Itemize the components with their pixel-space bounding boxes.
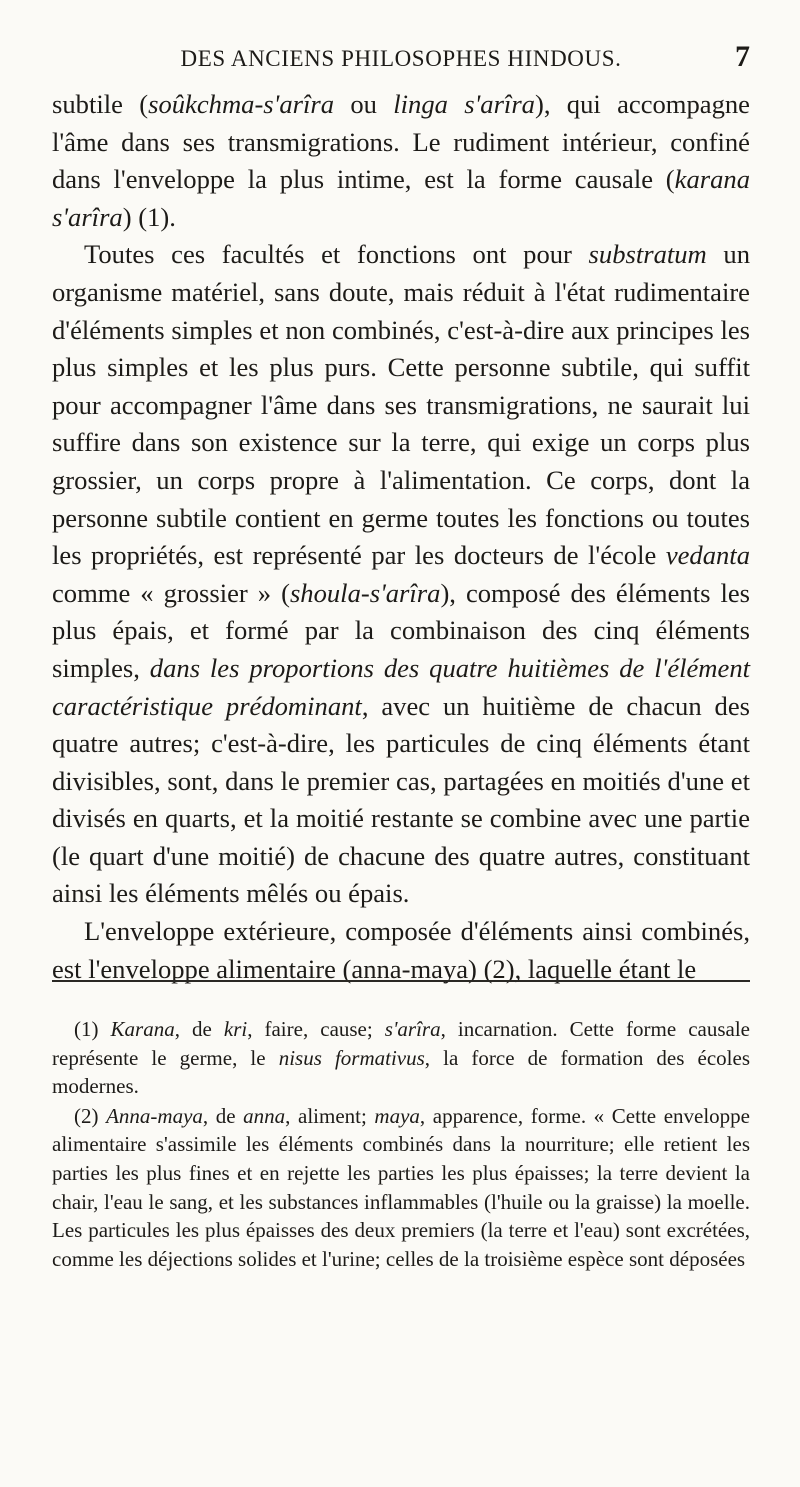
running-head — [52, 40, 750, 74]
italic-term: nisus formativus — [278, 1045, 425, 1070]
text-run: , de — [174, 1017, 224, 1041]
italic-term: anna — [243, 1103, 286, 1128]
text-run: , de — [202, 1103, 244, 1128]
text-run: Toutes ces facultés et fonctions ont pour — [84, 239, 589, 270]
text-run: ), composé des éléments les plus épais, et formé par la combinaison des cinq éléments simples, — [52, 577, 750, 683]
footnote-rule — [52, 980, 750, 982]
text-run: subtile ( — [52, 89, 149, 119]
italic-phrase: dans les proportions des quatre huitièmes de l'élément caractéristique prédominant — [52, 652, 751, 721]
footnotes — [52, 1015, 750, 1274]
italic-term: Karana — [110, 1017, 175, 1041]
main-text — [52, 86, 750, 988]
italic-term: substratum — [588, 239, 707, 270]
text-run: L'enveloppe extérieure, composée d'éléments ainsi combinés, est l'enveloppe alimentaire (anna-maya) (2), laquelle étant le — [52, 916, 750, 984]
footnote-mark: (1) — [74, 1017, 111, 1041]
text-run: , la force de formation des écoles modernes. — [52, 1045, 750, 1099]
text-run: , incarnation. Cette forme causale représente le germe, le — [52, 1017, 750, 1070]
paragraph-substratum — [52, 236, 750, 913]
italic-term: karana s'arîra — [52, 164, 750, 232]
running-title: DES ANCIENS PHILOSOPHES HINDOUS. — [180, 46, 622, 71]
italic-term: s'arîra — [384, 1017, 441, 1041]
italic-term: shoula-s'arîra — [289, 577, 441, 608]
text-run: , aliment; — [285, 1103, 375, 1128]
text-run: ), qui accompagne l'âme dans ses transmigrations. Le rudiment intérieur, confiné dans l'enveloppe la plus intime, est la forme causale ( — [52, 89, 750, 195]
text-run: un organisme matériel, sans doute, mais réduit à l'état rudimentaire d'éléments simples et non combinés, c'est-à-dire aux principes les plus simples et les plus purs. Cette personne subtile, qui suffit pour accompagner l'âme dans ses transmigrations, ne saurait lui suffire dans son existence sur la terre, qui exige un corps plus grossier, un corps propre à l'alimentation. Ce corps, dont la personne subtile contient en germe toutes les fonctions ou toutes les propriétés, est représenté par les docteurs de l'école — [52, 239, 750, 571]
text-run: ou — [334, 89, 394, 119]
paragraph-enveloppe — [52, 913, 750, 988]
italic-term: Anna-maya — [106, 1103, 203, 1128]
footnote-1 — [52, 1015, 750, 1101]
italic-term: soûkchma-s'arîra — [148, 89, 335, 119]
text-run: , avec un huitième de chacun des quatre autres; c'est-à-dire, les particules de cinq éléments étant divisibles, sont, dans le premier cas, partagées en moitiés d'une et divisés en quarts, et la moitié restante se combine avec une partie (le quart d'une moitié) de chacune des quatre autres, constituant ainsi les éléments mêlés ou épais. — [52, 690, 750, 909]
italic-term: maya — [374, 1103, 420, 1128]
footnote-2 — [52, 1102, 750, 1274]
text-run: comme « grossier » ( — [52, 577, 290, 608]
italic-term: vedanta — [665, 540, 750, 571]
text-run: , apparence, forme. « Cette enveloppe alimentaire s'assimile les éléments combinés dans la nourriture; elle retient les parties les plus fines et en rejette les parties les plus épaisses; la terre devient la chair, l'eau le sang, et les substances inflammables (l'huile ou la graisse) la moelle. Les particules les plus épaisses des deux premiers (la terre et l'eau) sont excrétées, comme les déjections solides et l'urine; celles de la troisième espèce sont déposées — [52, 1103, 750, 1271]
text-run: , faire, cause; — [247, 1017, 385, 1041]
italic-term: kri — [223, 1017, 248, 1041]
page-number: 7 — [735, 40, 750, 73]
footnote-mark: (2) — [74, 1103, 107, 1128]
paragraph-continuation — [52, 86, 750, 236]
italic-term: linga s'arîra — [393, 89, 535, 119]
text-run: ) (1). — [122, 201, 176, 232]
